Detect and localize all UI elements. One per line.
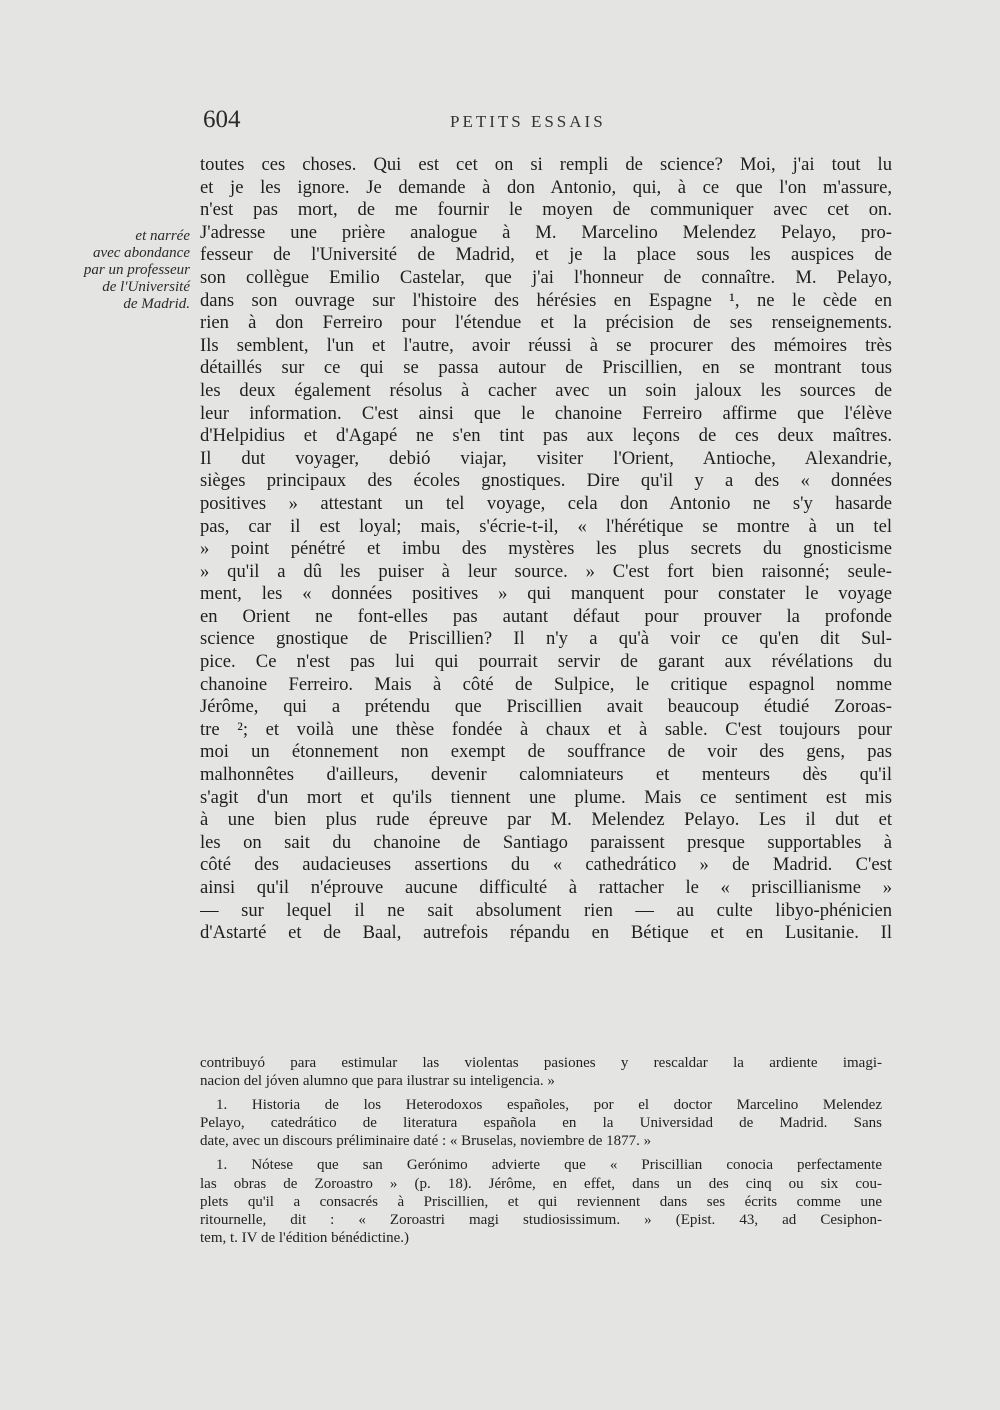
body-line: les on sait du chanoine de Santiago paraissent presque supportables à (200, 831, 892, 853)
margin-note-line: par un professeur (83, 262, 190, 278)
body-line: » qu'il a dû les puiser à leur source. » C'est fort bien raisonné; seule- (200, 560, 892, 582)
body-line: Il dut voyager, debió viajar, visiter l'Orient, Antioche, Alexandrie, (200, 447, 892, 469)
footnote-line: tem, t. IV de l'édition bénédictine.) (200, 1229, 410, 1246)
body-line: d'Astarté et de Baal, autrefois répandu en Bétique et en Lusitanie. Il (200, 922, 892, 944)
body-text (200, 154, 892, 945)
body-line: d'Helpidius et d'Agapé ne s'en tint pas aux leçons de ces deux maîtres. (200, 425, 892, 447)
body-line: et je les ignore. Je demande à don Antonio, qui, à ce que l'on m'assure, (200, 176, 892, 198)
body-line: — sur lequel il ne sait absolument rien — au culte libyo-phénicien (200, 899, 892, 921)
body-line: s'agit d'un mort et qu'ils tiennent une plume. Mais ce sentiment est mis (200, 786, 892, 808)
body-line: moi un étonnement non exempt de souffrance de voir des gens, pas (200, 741, 892, 763)
body-line: toutes ces choses. Qui est cet on si rempli de science? Moi, j'ai tout lu (200, 154, 892, 175)
body-line: ainsi qu'il n'éprouve aucune difficulté à rattacher le « priscillianisme » (200, 877, 892, 898)
margin-note-line: avec abondance (92, 245, 190, 261)
margin-note-line: et narrée (135, 228, 190, 244)
body-line: positives » attestant un tel voyage, cela don Antonio ne s'y hasarde (200, 492, 892, 514)
body-line: en Orient ne font-elles pas autant défaut pour prouver la profonde (200, 605, 892, 627)
body-line: son collègue Emilio Castelar, que j'ai l'honneur de connaître. M. Pelayo, (200, 266, 892, 288)
body-line: pas, car il est loyal; mais, s'écrie-t-il, « l'hérétique se montre à un tel (200, 515, 892, 537)
page-number: 604 (203, 106, 241, 133)
body-line: ment, les « données positives » qui manquent pour constater le voyage (200, 583, 892, 605)
footnotes (200, 1054, 882, 1247)
footnote-line: Pelayo, catedrático de literatura española en la Universidad de Madrid. Sans (200, 1115, 882, 1132)
page-header (200, 106, 892, 146)
footnote-line: contribuyó para estimular las violentas pasiones y rescaldar la ardiente imagi- (200, 1055, 882, 1071)
body-line: leur information. C'est ainsi que le chanoine Ferreiro affirme que l'élève (200, 402, 892, 424)
footnote-line: date, avec un discours préliminaire daté : « Bruselas, noviembre de 1877. » (200, 1133, 652, 1150)
footnote-line: 1. Nótese que san Gerónimo advierte que « Priscillian conocia perfectamente (216, 1157, 882, 1174)
body-line: détaillés sur ce qui se passa autour de Priscillien, en se montrant tous (200, 357, 892, 379)
body-line: fesseur de l'Université de Madrid, et je la place sous les auspices de (200, 244, 892, 266)
body-line: rien à don Ferreiro pour l'étendue et la précision de ses renseignements. (200, 312, 892, 334)
body-line: à une bien plus rude épreuve par M. Melendez Pelayo. Les il dut et (200, 809, 892, 831)
running-title: PETITS ESSAIS (450, 112, 606, 131)
footnote-line: plets qu'il a consacrés à Priscillien, et qui reviennent dans ses écrits comme une (200, 1193, 882, 1210)
body-line: Ils semblent, l'un et l'autre, avoir réussi à se procurer des mémoires très (200, 334, 892, 356)
footnote-line: ritournelle, dit : « Zoroastri magi studiosissimum. » (Epist. 43, ad Cesiphon- (200, 1211, 882, 1228)
body-line: J'adresse une prière analogue à M. Marcelino Melendez Pelayo, pro- (200, 221, 892, 243)
body-line: pice. Ce n'est pas lui qui pourrait servir de garant aux révélations du (200, 651, 892, 673)
footnote-line: las obras de Zoroastro » (p. 18). Jérôme, en effet, dans un des cinq ou six cou- (200, 1175, 882, 1192)
footnote-line: 1. Historia de los Heterodoxos españoles, por el doctor Marcelino Melendez (216, 1097, 882, 1114)
margin-note-line: de l'Université (102, 279, 190, 295)
body-line: Jérôme, qui a prétendu que Priscillien avait beaucoup étudié Zoroas- (200, 696, 892, 718)
body-line: côté des audacieuses assertions du « cathedrático » de Madrid. C'est (200, 854, 892, 876)
body-line: dans son ouvrage sur l'histoire des hérésies en Espagne ¹, ne le cède en (200, 289, 892, 311)
body-line: » point pénétré et imbu des mystères les plus secrets du gnosticisme (200, 538, 892, 560)
body-line: science gnostique de Priscillien? Il n'y a qu'à voir ce qu'en dit Sul- (200, 628, 892, 650)
margin-note (80, 228, 190, 313)
body-line: tre ²; et voilà une thèse fondée à chaux et à sable. C'est toujours pour (200, 718, 892, 740)
body-line: sièges principaux des écoles gnostiques. Dire qu'il y a des « données (200, 470, 892, 492)
footnote-line: nacion del jóven alumno que para ilustrar su inteligencia. » (200, 1073, 555, 1090)
margin-note-line: de Madrid. (123, 296, 190, 312)
body-line: chanoine Ferreiro. Mais à côté de Sulpice, le critique espagnol nomme (200, 673, 892, 695)
body-line: malhonnêtes d'ailleurs, devenir calomniateurs et menteurs dès qu'il (200, 764, 892, 786)
body-line: les deux également résolus à cacher avec un soin jaloux les sources de (200, 379, 892, 401)
body-line: n'est pas mort, de me fournir le moyen de communiquer avec cet on. (200, 199, 892, 221)
